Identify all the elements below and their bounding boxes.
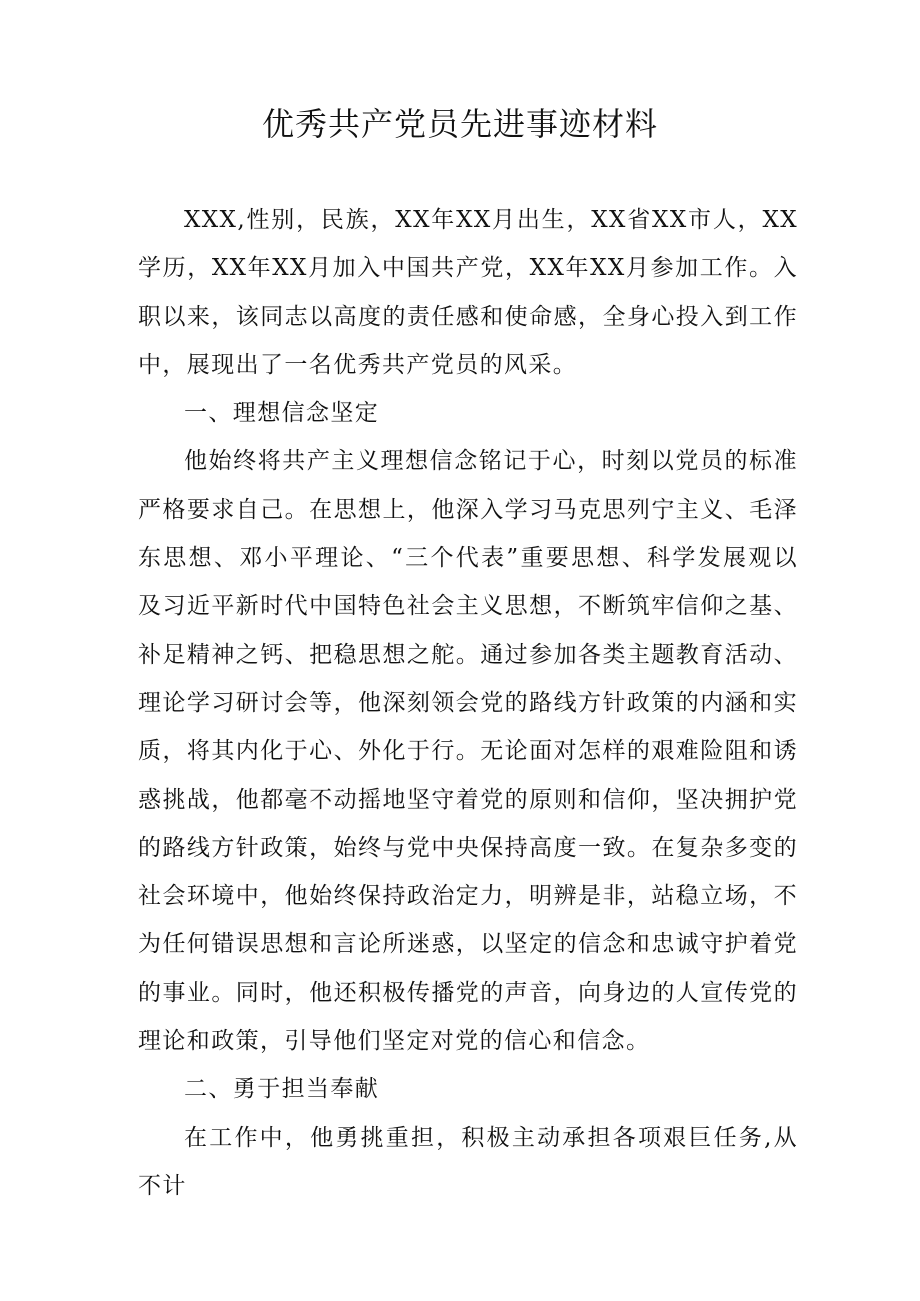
document-body <box>138 196 798 1210</box>
section-1-paragraph: 他始终将共产主义理想信念铭记于心，时刻以党员的标准严格要求自己。在思想上，他深入学习马克思列宁主义、毛泽东思想、邓小平理论、“三个代表”重要思想、科学发展观以及习近平新时代中国特色社会主义思想，不断筑牢信仰之基、补足精神之钙、把稳思想之舵。通过参加各类主题教育活动、理论学习研讨会等，他深刻领会党的路线方针政策的内涵和实质，将其内化于心、外化于行。无论面对怎样的艰难险阻和诱惑挑战，他都毫不动摇地坚守着党的原则和信仰，坚决拥护党的路线方针政策，始终与党中央保持高度一致。在复杂多变的社会环境中，他始终保持政治定力，明辨是非，站稳立场，不为任何错误思想和言论所迷惑，以坚定的信念和忠诚守护着党的事业。同时，他还积极传播党的声音，向身边的人宣传党的理论和政策，引导他们坚定对党的信心和信念。 <box>138 448 798 1055</box>
section-2-paragraph: 在工作中，他勇挑重担，积极主动承担各项艰巨任务,从不计 <box>138 1124 798 1199</box>
intro-paragraph: XXX,性别，民族，XX年XX月出生，XX省XX市人，XX学历，XX年XX月加入中国共产党，XX年XX月参加工作。入职以来，该同志以高度的责任感和使命感，全身心投入到工作中，展现出了一名优秀共产党员的风采。 <box>138 207 798 378</box>
section-heading-2: 二、勇于担当奉献 <box>184 1076 380 1103</box>
section-heading-1: 一、理想信念坚定 <box>184 400 380 427</box>
document-title: 优秀共产党员先进事迹材料 <box>261 105 658 143</box>
